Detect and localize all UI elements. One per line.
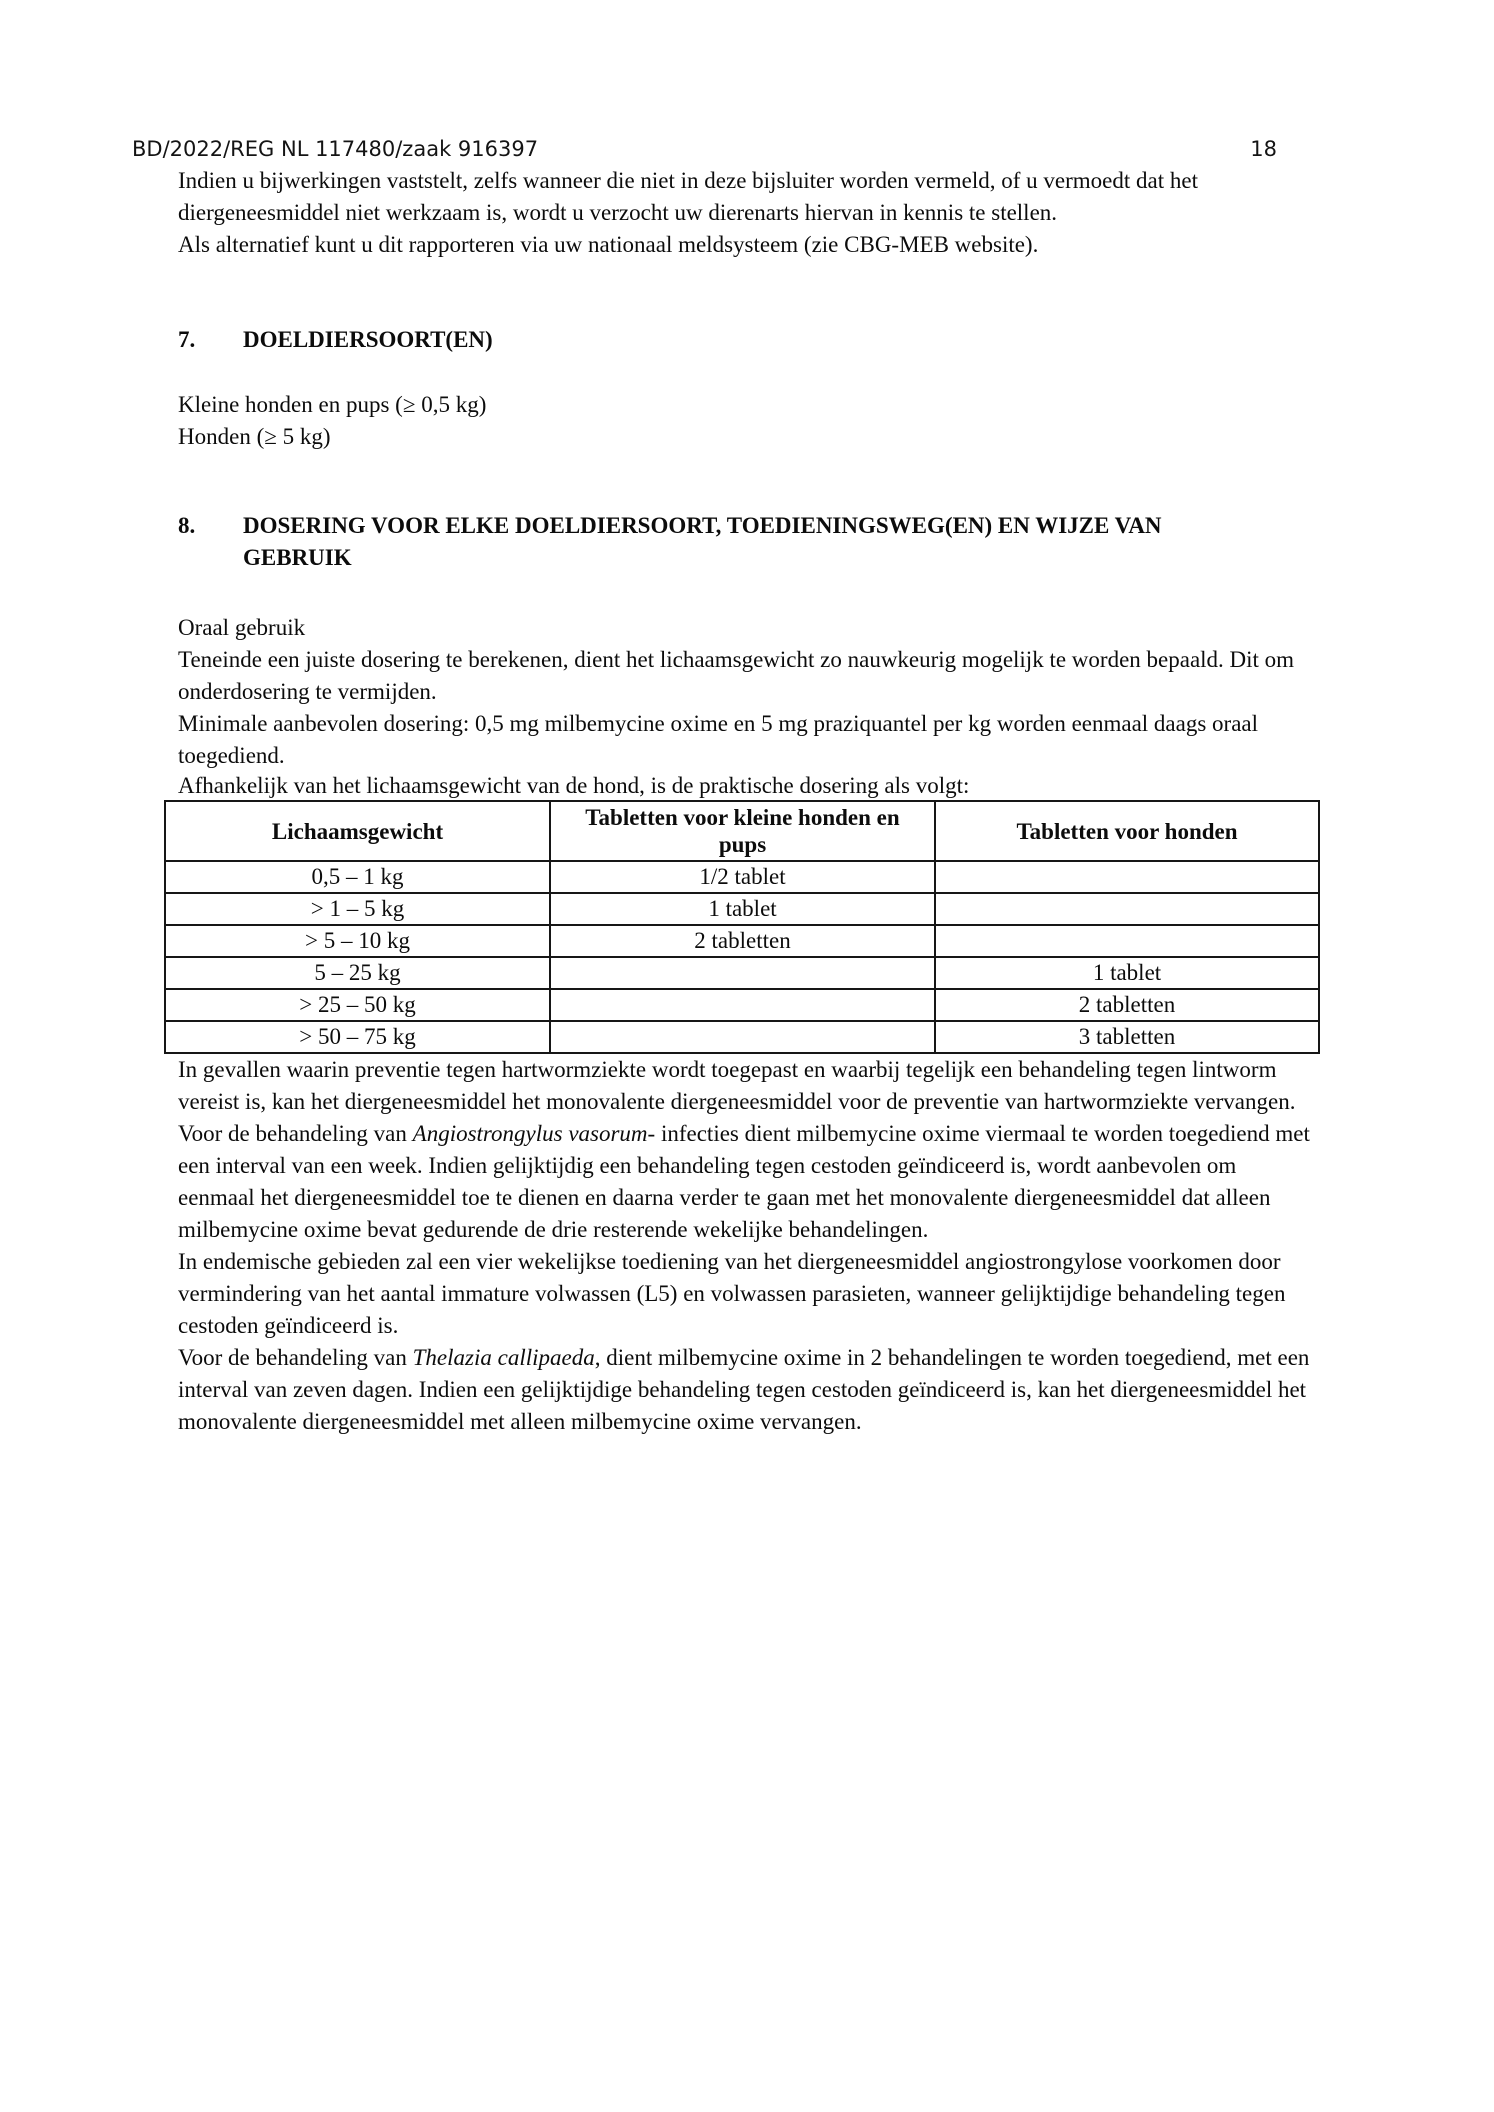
table-row (165, 989, 1319, 1021)
cell-dog-dose: 2 tabletten (935, 989, 1319, 1021)
cell-weight: > 5 – 10 kg (165, 925, 550, 957)
table-intro-paragraph: Afhankelijk van het lichaamsgewicht van de hond, is de praktische dosering als volgt: (178, 773, 970, 798)
cell-small-dog-dose (550, 957, 935, 989)
section-7-title: DOELDIERSOORT(EN) (243, 327, 493, 352)
oral-use-label: Oraal gebruik (178, 615, 306, 640)
section-8-title: DOSERING VOOR ELKE DOELDIERSOORT, TOEDIENINGSWEG(EN) EN WIJZE VAN GEBRUIK (243, 513, 1162, 570)
section-7-heading (178, 324, 1313, 356)
thelazia-species-name: Thelazia callipaeda (412, 1345, 595, 1370)
table-header-bodyweight: Lichaamsgewicht (165, 801, 550, 861)
section-7-number: 7. (178, 327, 196, 352)
target-species-small-dogs: Kleine honden en pups (≥ 0,5 kg) (178, 392, 487, 417)
table-row (165, 893, 1319, 925)
cell-small-dog-dose (550, 1021, 935, 1053)
table-row (165, 1021, 1319, 1053)
table-header-small-dog-tablets: Tabletten voor kleine honden en pups (550, 801, 935, 861)
cell-dog-dose: 3 tabletten (935, 1021, 1319, 1053)
angiostrongylus-text-rest: - infecties dient milbemycine oxime viermaal te worden toegediend met een interval van een week. Indien gelijktijdig een behandeling tegen cestoden geïndiceerd is, wordt aanbevolen om eenmaal het diergeneesmiddel toe te dienen en daarna verder te gaan met het monovalente diergeneesmiddel dat alleen milbemycine oxime bevat gedurende de drie resterende wekelijke behandelingen. (178, 1121, 1310, 1242)
thelazia-paragraph (178, 1342, 1313, 1438)
thelazia-text-lead: Voor de behandeling van (178, 1345, 413, 1370)
document-header (132, 133, 1313, 165)
target-species-dogs: Honden (≥ 5 kg) (178, 424, 331, 449)
angiostrongylus-species-name: Angiostrongylus vasorum (412, 1121, 648, 1146)
doc-reference: BD/2022/REG NL 117480/zaak 916397 (132, 137, 539, 161)
table-row (165, 957, 1319, 989)
thelazia-text-rest: , dient milbemycine oxime in 2 behandelingen te worden toegediend, met een interval van zeven dagen. Indien een gelijktijdige behandeling tegen cestoden geïndiceerd is, kan het diergeneesmiddel het monovalente diergeneesmiddel met alleen milbemycine oxime vervangen. (178, 1345, 1310, 1434)
minimum-dose-paragraph: Minimale aanbevolen dosering: 0,5 mg milbemycine oxime en 5 mg praziquantel per kg worden eenmaal daags oraal toegediend. (178, 711, 1259, 768)
endemic-areas-paragraph: In endemische gebieden zal een vier wekelijkse toediening van het diergeneesmiddel angiostrongylose voorkomen door vermindering van het aantal immature volwassen (L5) en volwassen parasieten, wanneer gelijktijdige behandeling tegen cestoden geïndiceerd is. (178, 1249, 1286, 1338)
angiostrongylus-paragraph (178, 1118, 1313, 1246)
cell-dog-dose: 1 tablet (935, 957, 1319, 989)
cell-small-dog-dose: 2 tabletten (550, 925, 935, 957)
angiostrongylus-text-lead: Voor de behandeling van (178, 1121, 413, 1146)
cell-weight: > 1 – 5 kg (165, 893, 550, 925)
alternative-reporting-paragraph: Als alternatief kunt u dit rapporteren via uw nationaal meldsysteem (zie CBG-MEB website). (178, 232, 1039, 257)
adverse-reaction-paragraph: Indien u bijwerkingen vaststelt, zelfs wanneer die niet in deze bijsluiter worden vermeld, of u vermoedt dat het diergeneesmiddel niet werkzaam is, wordt u verzocht uw dierenarts hiervan in kennis te stellen. (178, 168, 1198, 225)
cell-small-dog-dose: 1 tablet (550, 893, 935, 925)
dosing-table (164, 800, 1320, 1054)
table-row (165, 925, 1319, 957)
cell-dog-dose (935, 893, 1319, 925)
table-row (165, 861, 1319, 893)
heartworm-prevention-paragraph: In gevallen waarin preventie tegen hartwormziekte wordt toegepast en waarbij tegelijk een behandeling tegen lintworm vereist is, kan het diergeneesmiddel het monovalente diergeneesmiddel voor de preventie van hartwormziekte vervangen. (178, 1057, 1296, 1114)
cell-dog-dose (935, 925, 1319, 957)
page-number: 18 (1250, 137, 1277, 161)
cell-weight: 0,5 – 1 kg (165, 861, 550, 893)
cell-weight: > 50 – 75 kg (165, 1021, 550, 1053)
oral-use-block (178, 612, 1313, 708)
section-8-heading (178, 510, 1313, 574)
cell-dog-dose (935, 861, 1319, 893)
cell-weight: > 25 – 50 kg (165, 989, 550, 1021)
cell-small-dog-dose (550, 989, 935, 1021)
cell-small-dog-dose: 1/2 tablet (550, 861, 935, 893)
cell-weight: 5 – 25 kg (165, 957, 550, 989)
dosing-table-header-row (165, 801, 1319, 861)
target-species-list (178, 389, 1313, 453)
table-header-dog-tablets: Tabletten voor honden (935, 801, 1319, 861)
dose-calculation-paragraph: Teneinde een juiste dosering te berekenen, dient het lichaamsgewicht zo nauwkeurig mogelijk te worden bepaald. Dit om onderdosering te vermijden. (178, 647, 1295, 704)
section-8-number: 8. (178, 513, 196, 538)
